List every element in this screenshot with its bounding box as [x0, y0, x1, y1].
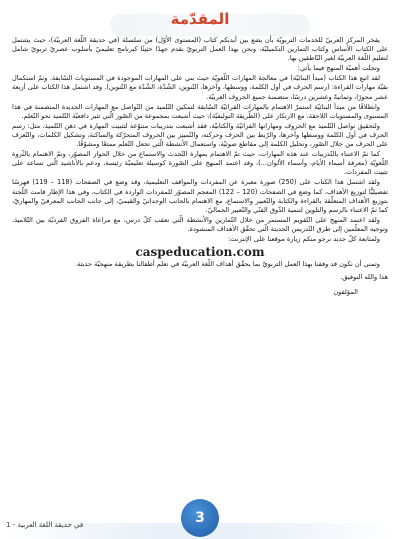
- paragraph: يفخر المركز العربيّ للخدمات التربويّة بأن يضع بين أيديكم كتاب (المستوى الأوّل) من سلسلة (في حديقة اللّغة العربيّة)، حيث يشتمل على الكتاب الأساس وكتاب التمارين التكميليّة، ونحن بهذا العمل التربويّ نقدم جهدًا حثيثًا كبرنامج تعليميّ بأسلوب عصريّ تربويّ شامل لتعليم اللّغة العربيّة لغير النّاطقين بها.: [12, 36, 388, 63]
- body-text: [12, 36, 388, 297]
- page-title: المقدّمة: [170, 10, 230, 28]
- paragraph: لقد اتبع هذا الكتاب (مبدأ البنائيّة) في معالجة المهارات اللّغويّة حيث بني على المهارات الموجودة في المستويات السّابقة. وتمّ استكمال بقيّة مهارات القراءة: (رسم الحرف في أول الكلمة، ووسطها، وآخرها، التّنوين، الشّدّة، الشّدّة مع التّنوين). وقد اشتمل هذا الكتاب على أربعة عشر محورًا، وثمانيةً وعشرين درسًا، متضمنة جميع الحروف العربيّة.: [12, 74, 388, 101]
- paragraph: وانطلاقًا من مبدأ البنائيّة استمرّ الاهتمام بالمهارات القرائيّة السّابقة لتمكين التّلميذ من التّواصل مع المهارات الجديدة المتضمنة في هذا المستوى والمستويات اللاحقة، مع الارتكاز على (الطّريقة التوليفيّة)، حيث أشبعت بمجموعة من الصّور الّتي تثير دافعيّة التّلميذ نحو التّعلم.: [12, 102, 388, 120]
- page-number-badge: 3: [181, 499, 219, 537]
- closing: [12, 273, 388, 297]
- website-link[interactable]: caspeducation.com: [135, 245, 265, 260]
- paragraph: كما تمّ الاعتناء بالتّدريبات عند هذه المهارات، حيث تمّ الاهتمام بمهارة التّحدث والاستماع من خلال الحوار المصوّر، وتمّ الاهتمام بالثّروة اللّغويّة (معرفة أسماء الأيام، وأسماء الألوان...)، وقد اعتمد المنهج على الصّورة كوسيلة تعليميّة رئيسة، ودعم بالأناشيد الّتي تساعد على تثبيت المفردات.: [12, 150, 388, 177]
- paragraph: ولتحقيق تواصل التّلميذ مع الحروف ومهاراتها القرائيّة والكتابيّة، فقد أشبعت بتدريبات متنوّعة لتثبيت المهارة في ذهن التّلميذ، مثل: رسم الحرف في أول الكلمة ووسطها وآخرها، والرّبط بين الحرف وحركته، والتّمييز بين الحروف المتحرّكة والساكنة، وتشكيل الكلمات، والتّعرف على الحرف من خلال الصّور، وتحليل الكلمة إلى مقاطع صوتيّة، واستعمال الأنشطة الّتي تجعل التّعلم ممتعًا ومشوّقًا.: [12, 121, 388, 149]
- closing-prayer: وتمنى أن نكون قد وفقنا بهذا العمل التربويّ بما يحقّق أهداف اللّغة العربيّة في تعلم أطفالنا بطريقة منهجيّة حديثة.: [75, 260, 380, 269]
- authors: المؤلفون: [333, 288, 358, 297]
- paragraph: ولقد اشتمل هذا الكتاب على (250) صورة معبرة عن المفردات والمواقف التعليمية، وقد وضع في الصفحات (118 – 119) فهرسًا تفصيليًّا لتوزيع الأهداف، كما وضع في الصفحات (120 – 122) المعجم المصوّر للمفردات الواردة في الكتاب، وفي هذا الإطار قامت اللّجنة بتوزيع الأهداف المتعلّقة بالقراءة والكتابة والتّعبير والاستماع، مع الاهتمام بالجانب الوجدانيّ والقيميّ، إلى جانب الجانب المعرفيّ والمهاريّ، كما تمّ الاعتناء بالرسم والتلوين لتنمية الذّوق الفنّي والتّعبير الجماليّ.: [12, 178, 388, 214]
- closing-line: هذا والله التوفيق.: [340, 273, 388, 282]
- footer-book-title: في حديقة اللغة العربية - 1: [6, 521, 84, 529]
- paragraph: ولمتابعة كلّ جديد نرجو منكم زيارة موقعنا على الإنترنت:: [228, 234, 380, 243]
- paragraph: ولقد اعتمد المنهج على التّقويم المستمر من خلال التّمارين والأنشطة الّتي تعقب كلّ درس، مع مراعاة الفروق الفرديّة بين التّلاميذ، وتوجيه المعلّمين إلى طرق التّدريس الحديثة الّتي تحقّق الأهداف المنشودة.: [12, 215, 388, 233]
- paragraph: وتجلت أهميّة المنهج فيما يأتي:: [297, 64, 380, 73]
